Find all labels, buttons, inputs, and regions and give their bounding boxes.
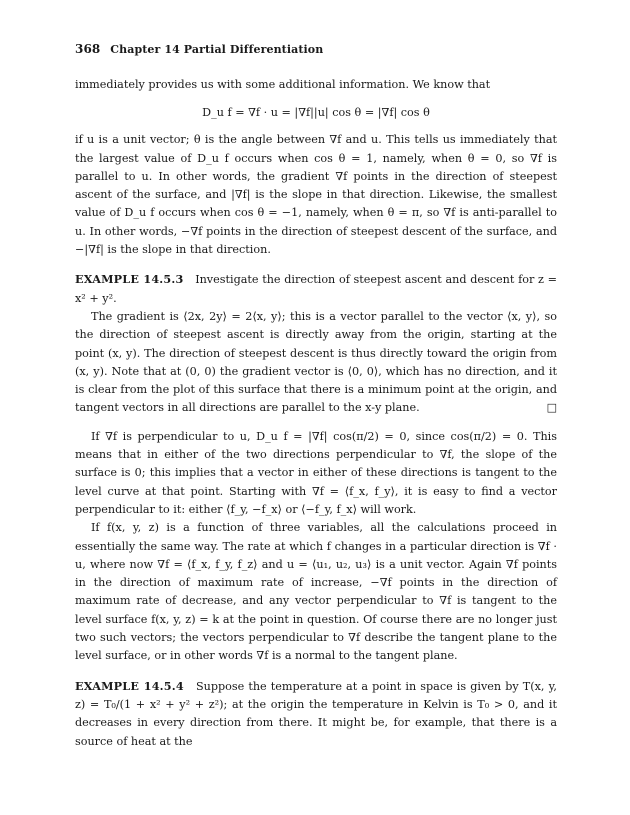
chapter-title: Chapter 14 Partial Differentiation	[110, 43, 324, 56]
end-of-proof-symbol: □	[546, 401, 557, 415]
page-number: 368	[75, 42, 101, 56]
example-14-5-3	[75, 270, 557, 308]
example-statement: Suppose the temperature at a point in space is given by T(x, y, z) = T₀/(1 + x² + y² + z²); at the origin the temperature in Kelvin is T₀ > 0, and it decreases in every direction from there. It might be, for example, that there is a source of heat at the	[75, 679, 557, 748]
paragraph-steepest-ascent: if u is a unit vector; θ is the angle between ∇f and u. This tells us immediately that the largest value of D_u f occurs when cos θ = 1, namely, when θ = 0, so ∇f is parallel to u. In other words, the gradient ∇f points in the direction of steepest ascent of the surface, and |∇f| is the slope in that direction. Likewise, the smallest value of D_u f occurs when cos θ = −1, namely, when θ = π, so ∇f is anti-parallel to u. In other words, −∇f points in the direction of steepest descent of the surface, and −|∇f| is the slope in that direction.	[75, 133, 557, 257]
example-solution	[75, 308, 557, 418]
example-label: EXAMPLE 14.5.4	[75, 678, 184, 693]
document-page	[75, 42, 557, 751]
example-label: EXAMPLE 14.5.3	[75, 272, 184, 287]
page-header	[75, 42, 557, 56]
intro-paragraph: immediately provides us with some additional information. We know that	[75, 78, 491, 91]
example-solution-text: The gradient is ⟨2x, 2y⟩ = 2⟨x, y⟩; this is a vector parallel to the vector ⟨x, y⟩, so the direction of steepest ascent is directly away from the origin, starting at the point (x, y). The direction of steepest descent is thus directly toward the origin from (x, y). Note that at (0, 0) the gradient vector is ⟨0, 0⟩, which has no direction, and it is clear from the plot of this surface that there is a minimum point at the origin, and tangent vectors in all directions are parallel to the x-y plane.	[75, 309, 557, 415]
display-equation: D_u f = ∇f · u = |∇f||u| cos θ = |∇f| cos θ	[202, 106, 430, 120]
example-14-5-4	[75, 677, 557, 751]
example-statement: Investigate the direction of steepest ascent and descent for z = x² + y².	[75, 273, 557, 305]
paragraph-perpendicular: If ∇f is perpendicular to u, D_u f = |∇f| cos(π/2) = 0, since cos(π/2) = 0. This means that in either of the two directions perpendicular to ∇f, the slope of the surface is 0; this implies that a vector in either of these directions is tangent to the level curve at that point. Starting with ∇f = ⟨f_x, f_y⟩, it is easy to find a vector perpendicular to it: either ⟨f_y, −f_x⟩ or ⟨−f_y, f_x⟩ will work.	[75, 429, 557, 516]
paragraph-three-variables: If f(x, y, z) is a function of three variables, all the calculations proceed in essentially the same way. The rate at which f changes in a particular direction is ∇f · u, where now ∇f = ⟨f_x, f_y, f_z⟩ and u = ⟨u₁, u₂, u₃⟩ is a unit vector. Again ∇f points in the direction of maximum rate of increase, −∇f points in the direction of maximum rate of decrease, and any vector perpendicular to ∇f is tangent to the level surface f(x, y, z) = k at the point in question. Of course there are no longer just two such vectors; the vectors perpendicular to ∇f describe the tangent plane to the level surface, or in other words ∇f is a normal to the tangent plane.	[75, 521, 557, 663]
